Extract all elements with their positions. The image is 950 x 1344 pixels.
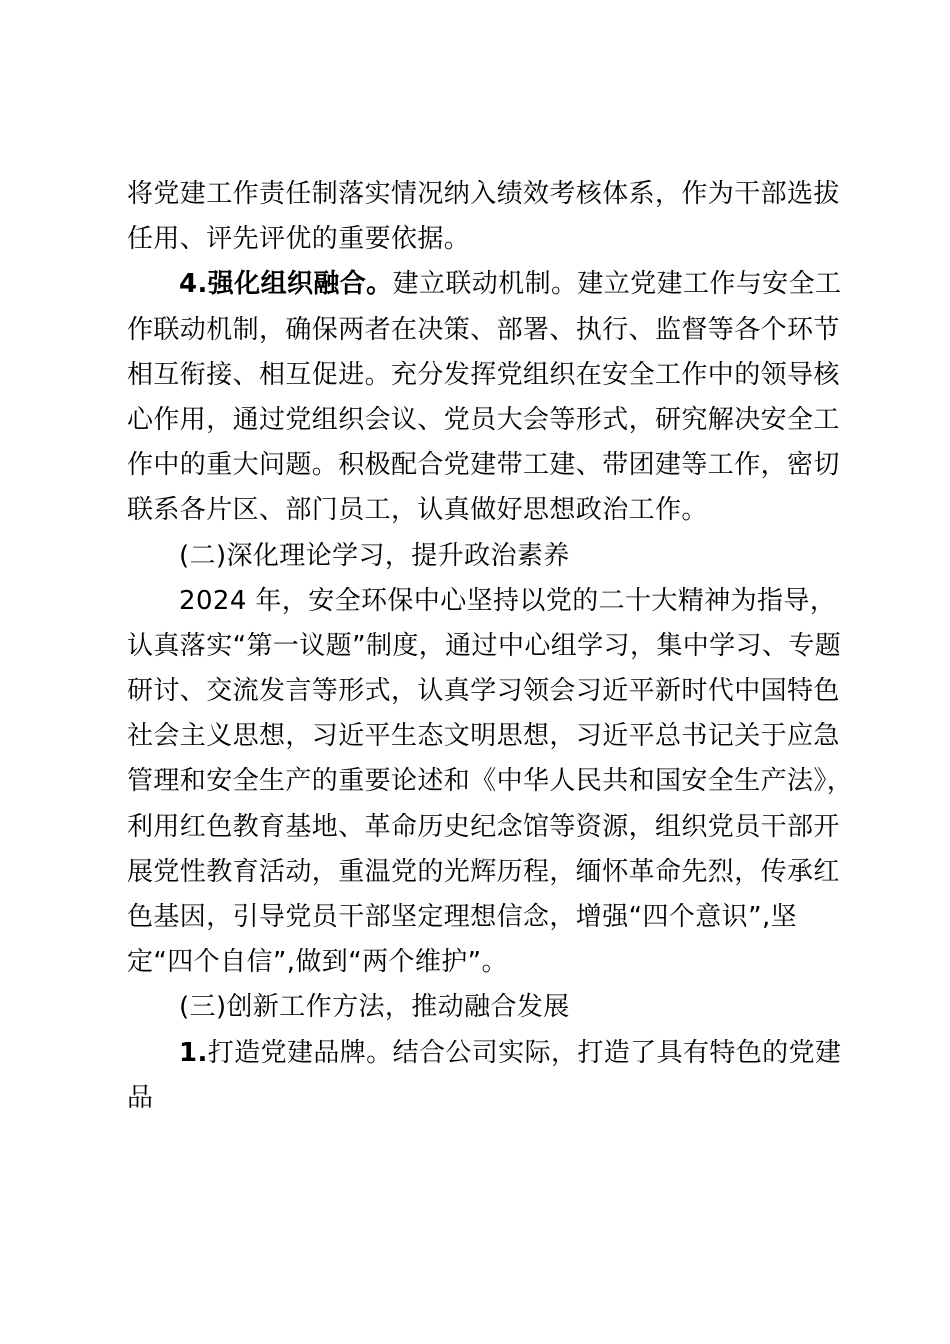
- line-text: 作联动机制，确保两者在决策、部署、执行、监督等各个环节: [127, 314, 840, 345]
- text-line: [127, 759, 854, 804]
- line-text: 相互衔接、相互促进。充分发挥党组织在安全工作中的领导核: [127, 359, 840, 390]
- text-line: [127, 669, 840, 714]
- line-text: 社会主义思想，习近平生态文明思想，习近平总书记关于应急: [127, 721, 840, 752]
- line-text: 研讨、交流发言等形式，认真学习领会习近平新时代中国特色: [127, 676, 840, 707]
- line-text: 作中的重大问题。积极配合党建带工建、带团建等工作，密切: [127, 450, 840, 481]
- line-text: 定“四个自信”,做到“两个维护”。: [127, 947, 508, 978]
- line-text: 打造党建品牌。结合公司实际，打造了具有特色的党建: [207, 1037, 842, 1068]
- line-text: 管理和安全生产的重要论述和《中华人民共和国安全生产法》，: [127, 766, 854, 797]
- line-text: 品: [127, 1082, 154, 1113]
- text-line: [127, 805, 840, 850]
- line-text: 心作用，通过党组织会议、党员大会等形式，研究解决安全工: [127, 404, 840, 435]
- text-line: [127, 579, 837, 624]
- body-text: [127, 172, 854, 1121]
- line-text: (三)创新工作方法，推动融合发展: [179, 992, 570, 1023]
- line-text: 认真落实“第一议题”制度，通过中心组学习，集中学习、专题: [127, 630, 842, 661]
- text-line: [127, 353, 840, 398]
- line-text: 2024 年，安全环保中心坚持以党的二十大精神为指导，: [179, 585, 837, 616]
- text-line: [127, 624, 842, 669]
- text-line: [127, 714, 840, 759]
- text-line: [127, 534, 827, 579]
- text-line: [127, 262, 842, 307]
- text-line: [127, 488, 827, 533]
- text-line: [127, 940, 827, 985]
- text-line: [127, 172, 840, 217]
- text-line: [127, 1031, 842, 1076]
- text-line: [127, 1076, 827, 1121]
- line-text: 色基因，引导党员干部坚定理想信念，增强“四个意识”,坚: [127, 902, 798, 932]
- line-text: 建立联动机制。建立党建工作与安全工: [392, 269, 842, 300]
- text-line: [127, 895, 827, 940]
- line-text: (二)深化理论学习，提升政治素养: [179, 540, 570, 571]
- line-text: 任用、评先评优的重要依据。: [127, 224, 471, 255]
- text-line: [127, 308, 840, 353]
- text-line: [127, 985, 827, 1030]
- bold-heading-text: 1.: [179, 1037, 208, 1068]
- bold-heading-text: 4.强化组织融合。: [179, 269, 393, 300]
- text-line: [127, 850, 840, 895]
- text-line: [127, 443, 840, 488]
- line-text: 展党性教育活动，重温党的光辉历程，缅怀革命先烈，传承红: [127, 856, 840, 887]
- line-text: 将党建工作责任制落实情况纳入绩效考核体系，作为干部选拔: [127, 179, 840, 209]
- line-text: 联系各片区、部门员工，认真做好思想政治工作。: [127, 495, 708, 526]
- text-line: [127, 217, 827, 262]
- text-line: [127, 398, 840, 443]
- line-text: 利用红色教育基地、革命历史纪念馆等资源，组织党员干部开: [127, 811, 840, 842]
